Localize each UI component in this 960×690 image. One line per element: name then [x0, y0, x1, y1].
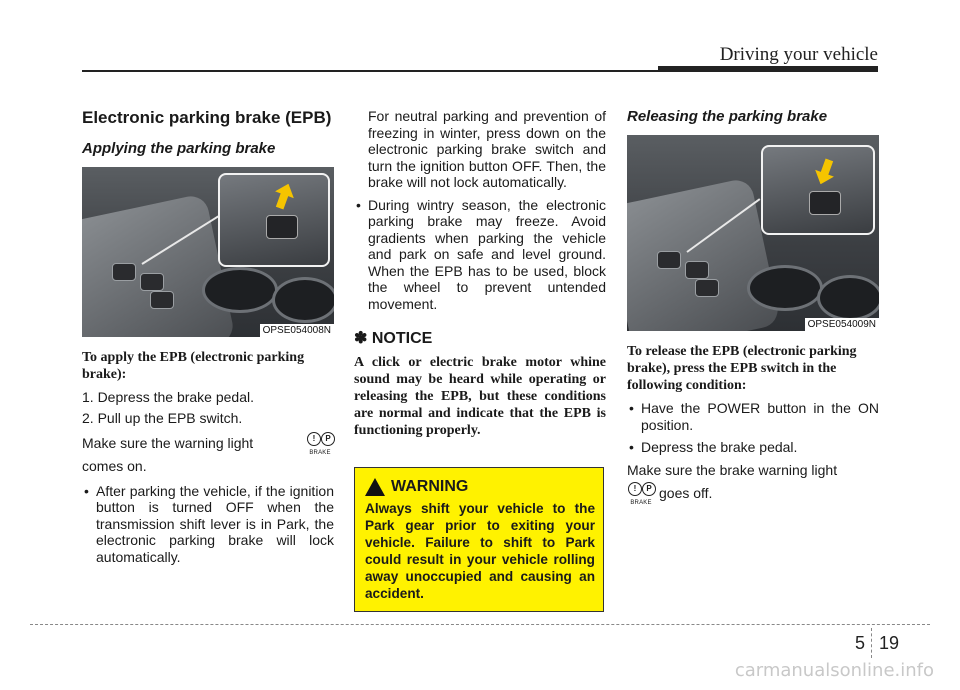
brake-icon-glyph: P	[321, 432, 335, 446]
header-rule	[82, 70, 658, 72]
epb-switch	[112, 263, 136, 281]
hold-switch	[685, 261, 709, 279]
step-2: 2. Pull up the EPB switch.	[82, 409, 243, 426]
release-end-line: Make sure the brake warning light	[627, 461, 838, 478]
winter-bullets	[354, 197, 606, 313]
release-end-after: goes off.	[659, 484, 713, 501]
brake-icon-label: BRAKE	[309, 450, 331, 456]
subtitle-release: Releasing the parking brake	[627, 108, 828, 125]
list-item: • During wintry season, the electronic parking brake may freeze. Avoid gradients when parking the vehicle and park on safe and level ground. When the EPB has to be used, block the wheel to prevent untended movement.	[354, 197, 606, 313]
column-notes	[354, 108, 606, 439]
console-shape	[82, 193, 236, 337]
park-switch	[150, 291, 174, 309]
park-switch	[695, 279, 719, 297]
brake-icon-glyph: P	[642, 482, 656, 496]
figure-code: OPSE054008N	[260, 324, 334, 337]
epb-switch-closeup	[809, 191, 841, 215]
list-item: • Have the POWER button in the ON position.	[627, 400, 879, 433]
section-title: Electronic parking brake (EPB)	[82, 108, 332, 127]
step-1: 1. Depress the brake pedal.	[82, 389, 254, 405]
hold-switch	[140, 273, 164, 291]
cup-holder	[817, 275, 879, 321]
epb-switch-closeup	[266, 215, 298, 239]
warning-title-text: WARNING	[391, 478, 469, 495]
brake-icon-label: BRAKE	[630, 500, 652, 506]
brake-warning-icon	[627, 482, 655, 504]
warning-light-text: Make sure the warning light	[82, 434, 254, 451]
cup-holder	[747, 265, 823, 311]
brake-icon-glyph: !	[628, 482, 642, 496]
subtitle-apply: Applying the parking brake	[82, 140, 276, 157]
list-item: • After parking the vehicle, if the ignition button is turned OFF when the transmission shift lever is in Park, the electronic parking brake will lock automatically.	[82, 483, 334, 566]
epb-switch	[657, 251, 681, 269]
header-title: Driving your vehicle	[719, 44, 878, 65]
header-rule-accent	[658, 66, 878, 72]
warning-light-line	[82, 432, 334, 454]
chapter-number: 5	[855, 632, 866, 653]
column-apply	[82, 108, 334, 571]
release-bullets	[627, 400, 879, 456]
release-end-after-line	[627, 482, 879, 504]
brake-icon-glyph: !	[307, 432, 321, 446]
list-item: • Depress the brake pedal.	[627, 439, 879, 456]
release-intro: To release the EPB (electronic parking brake), press the EPB switch in the following condition:	[627, 344, 857, 393]
warning-title	[365, 478, 595, 496]
apply-bullets	[82, 483, 334, 566]
warning-triangle-icon	[365, 478, 385, 496]
notice-title	[354, 328, 606, 348]
figure-code: OPSE054009N	[805, 318, 879, 331]
neutral-parking-para: For neutral parking and prevention of freezing in winter, press down on the electronic parking brake switch and turn the ignition button OFF. Then, the brake will not lock automatically.	[368, 108, 606, 190]
column-release	[627, 108, 879, 508]
figure-release-epb	[627, 135, 879, 331]
notice-icon: ✽	[354, 330, 368, 347]
page-separator	[871, 628, 873, 658]
warning-box	[354, 467, 604, 612]
notice-title-text: NOTICE	[371, 330, 433, 347]
arrow-up-icon	[270, 180, 298, 211]
notice-body: A click or electric brake motor whine sound may be heard while operating or releasing the EPB, but these conditions are normal and indicate that the EPB is functioning properly.	[354, 355, 606, 438]
figure-inset	[761, 145, 875, 235]
warning-body: Always shift your vehicle to the Park gear prior to exiting your vehicle. Failure to shift to Park could result in your vehicle rolling away unoccupied and causing an accident.	[365, 501, 595, 601]
warning-light-after: comes on.	[82, 458, 147, 474]
watermark: carmanualsonline.info	[734, 660, 934, 681]
page-index: 19	[879, 632, 900, 653]
cup-holder	[202, 267, 278, 313]
apply-intro: To apply the EPB (electronic parking brake):	[82, 350, 305, 382]
figure-apply-epb	[82, 167, 334, 337]
arrow-down-icon	[811, 156, 839, 187]
footer-rule	[30, 624, 930, 625]
brake-warning-icon	[306, 432, 334, 454]
cup-holder	[272, 277, 334, 323]
page-number	[855, 628, 899, 658]
figure-inset	[218, 173, 330, 267]
